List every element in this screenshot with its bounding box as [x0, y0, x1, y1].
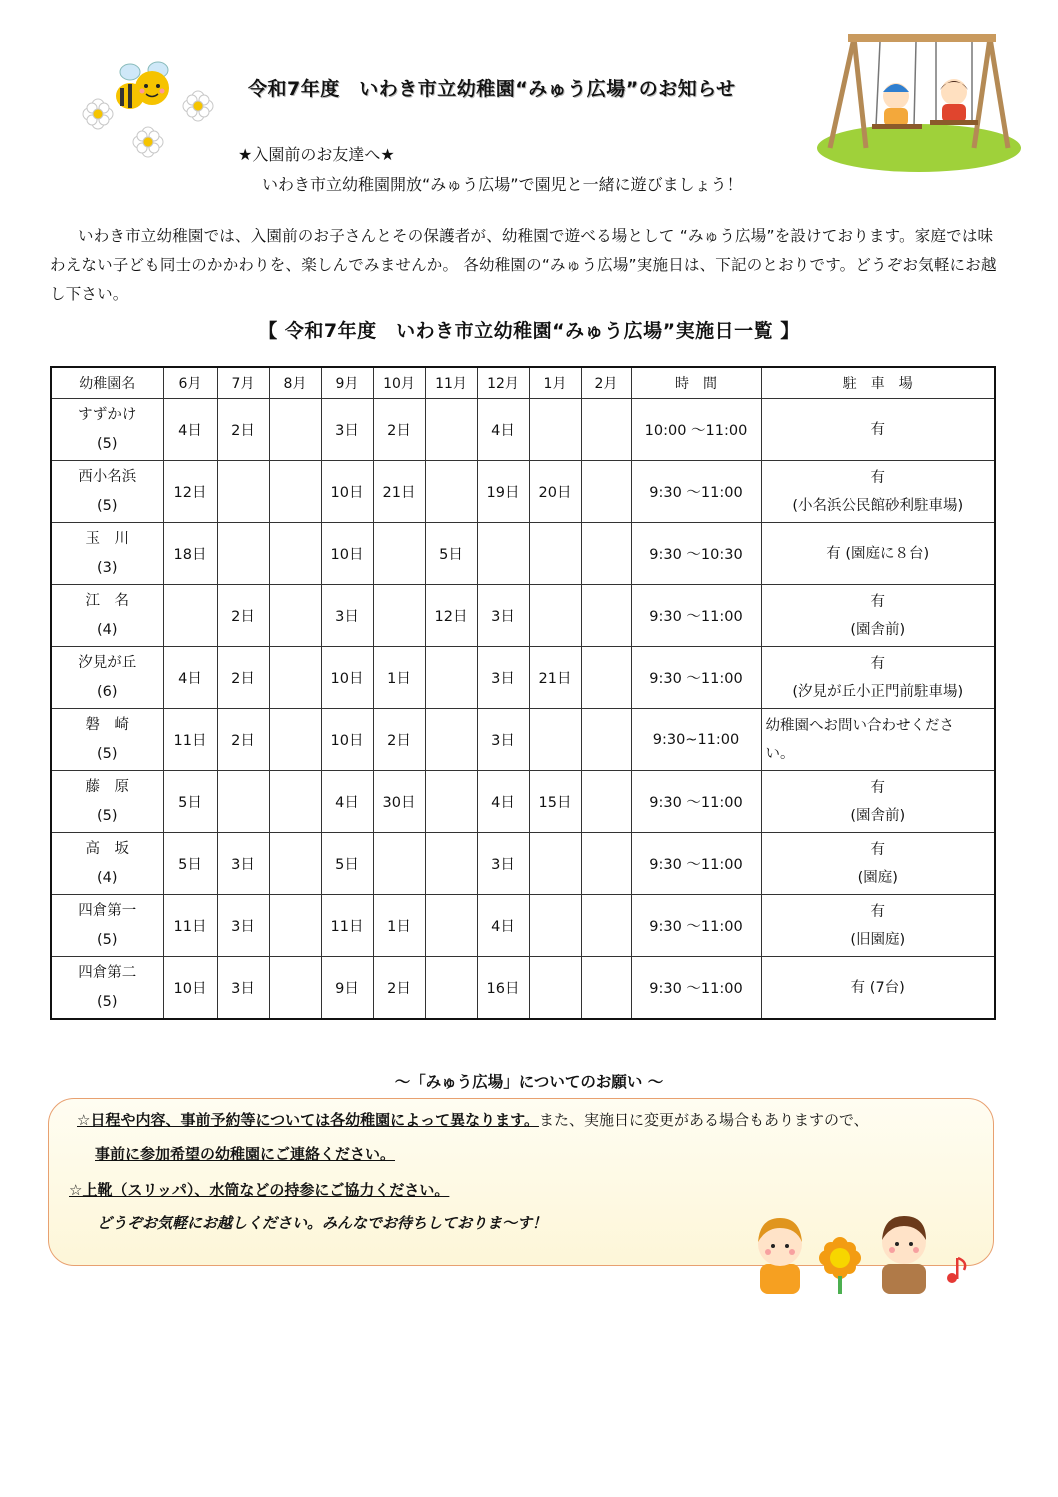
session-count: (5): [96, 435, 118, 452]
parking-cell: [761, 523, 995, 585]
table-row: [51, 647, 995, 709]
day-cell: [269, 833, 321, 895]
day-cell: 4日: [321, 771, 373, 833]
parking-info: 幼稚園へお問い合わせくださ: [765, 717, 954, 734]
day-cell: 11日: [163, 709, 217, 771]
header-cell: 1月: [529, 367, 581, 399]
parking-cell: [761, 771, 995, 833]
day-cell: 15日: [529, 771, 581, 833]
day-cell: 2日: [373, 709, 425, 771]
note-line-4: どうぞお気軽にお越しください。みんなでお待ちしておりま～す！: [97, 1214, 548, 1232]
kindergarten-name: 四倉第二: [78, 964, 137, 981]
day-cell: [581, 461, 631, 523]
parking-detail: (汐見が丘小正門前駐車場): [792, 683, 964, 700]
day-cell: 4日: [477, 771, 529, 833]
day-cell: [581, 957, 631, 1020]
kindergarten-name: 藤 原: [85, 778, 129, 795]
session-count: (4): [96, 621, 118, 638]
day-cell: 10日: [321, 523, 373, 585]
day-cell: [269, 709, 321, 771]
parking-cell: [761, 833, 995, 895]
day-cell: [529, 833, 581, 895]
intro-heading: ★入園前のお友達へ★: [238, 145, 395, 164]
day-cell: [425, 957, 477, 1020]
schedule-table: [50, 366, 996, 1020]
parking-info: 有: [870, 421, 885, 438]
header-cell: 幼稚園名: [51, 367, 163, 399]
kindergarten-name: 西小名浜: [78, 468, 137, 485]
day-cell: 3日: [217, 895, 269, 957]
day-cell: 1日: [373, 895, 425, 957]
day-cell: [477, 523, 529, 585]
intro-paragraph: いわき市立幼稚園では、入園前のお子さんとその保護者が、幼稚園で遊べる場として “みゅう広場”を設けております。家庭では味わえない子ども同士のかかわりを、楽しんでみませんか。 各幼稚園の“みゅう広場”実施日は、下記のとおりです。どうぞお気軽にお越し下さい。: [50, 227, 997, 303]
session-count: (5): [96, 807, 118, 824]
kindergarten-name-cell: [51, 957, 163, 1020]
day-cell: 2日: [373, 399, 425, 461]
day-cell: [269, 461, 321, 523]
kindergarten-name-cell: [51, 771, 163, 833]
day-cell: [217, 461, 269, 523]
session-count: (5): [96, 993, 118, 1010]
day-cell: 2日: [373, 957, 425, 1020]
day-cell: [581, 709, 631, 771]
kindergarten-name-cell: [51, 461, 163, 523]
sunflower-icon: [819, 1237, 861, 1294]
day-cell: 3日: [217, 833, 269, 895]
day-cell: [269, 585, 321, 647]
parking-info: 有: [870, 779, 885, 796]
parking-cell: [761, 461, 995, 523]
parking-info: 有: [870, 593, 885, 610]
kindergarten-name-cell: [51, 647, 163, 709]
day-cell: [529, 585, 581, 647]
day-cell: 11日: [163, 895, 217, 957]
girl-icon: [930, 79, 978, 125]
day-cell: 2日: [217, 585, 269, 647]
day-cell: [373, 585, 425, 647]
day-cell: [529, 523, 581, 585]
day-cell: 21日: [373, 461, 425, 523]
day-cell: [425, 895, 477, 957]
session-count: (3): [96, 559, 118, 576]
time-cell: 9:30 ～11:00: [631, 585, 761, 647]
header-cell: 駐 車 場: [761, 367, 995, 399]
day-cell: 3日: [321, 585, 373, 647]
day-cell: 20日: [529, 461, 581, 523]
day-cell: [425, 771, 477, 833]
parking-cell: [761, 399, 995, 461]
note-line-1: [77, 1109, 869, 1130]
day-cell: [581, 895, 631, 957]
kindergarten-name: すずかけ: [78, 406, 137, 423]
day-cell: 2日: [217, 399, 269, 461]
parking-cell: [761, 647, 995, 709]
time-cell: 9:30~11:00: [631, 709, 761, 771]
page-title: 令和7年度 いわき市立幼稚園“みゅう広場”のお知らせ: [248, 78, 736, 100]
table-row: [51, 771, 995, 833]
children-illustration: [748, 1212, 978, 1294]
table-row: [51, 833, 995, 895]
boy-icon: [882, 1216, 926, 1294]
day-cell: 4日: [477, 895, 529, 957]
session-count: (5): [96, 931, 118, 948]
day-cell: 3日: [477, 647, 529, 709]
kindergarten-name-cell: [51, 523, 163, 585]
day-cell: [529, 709, 581, 771]
day-cell: 3日: [477, 709, 529, 771]
parking-detail: (小名浜公民館砂利駐車場): [792, 497, 964, 514]
day-cell: 11日: [321, 895, 373, 957]
day-cell: 3日: [321, 399, 373, 461]
day-cell: 5日: [425, 523, 477, 585]
parking-info: 有 (7台): [850, 979, 905, 996]
kindergarten-name: 玉 川: [85, 530, 129, 547]
day-cell: 30日: [373, 771, 425, 833]
day-cell: 3日: [217, 957, 269, 1020]
day-cell: 21日: [529, 647, 581, 709]
time-cell: 10:00 ～11:00: [631, 399, 761, 461]
table-row: [51, 957, 995, 1020]
swing-illustration: [814, 30, 1024, 172]
day-cell: 1日: [373, 647, 425, 709]
day-cell: 12日: [163, 461, 217, 523]
day-cell: 19日: [477, 461, 529, 523]
parking-detail: (園庭): [857, 869, 898, 886]
kindergarten-name: 高 坂: [85, 840, 129, 857]
day-cell: 9日: [321, 957, 373, 1020]
day-cell: [425, 709, 477, 771]
notes-title: ～「みゅう広場」についてのお願い ～: [394, 1073, 664, 1091]
session-count: (4): [96, 869, 118, 886]
day-cell: [269, 957, 321, 1020]
time-cell: 9:30 ～11:00: [631, 771, 761, 833]
day-cell: [581, 833, 631, 895]
day-cell: 5日: [163, 833, 217, 895]
table-row: [51, 399, 995, 461]
day-cell: [529, 957, 581, 1020]
day-cell: [217, 523, 269, 585]
parking-info: 有: [870, 841, 885, 858]
session-count: (5): [96, 745, 118, 762]
header-cell: 10月: [373, 367, 425, 399]
time-cell: 9:30 ～10:30: [631, 523, 761, 585]
kindergarten-name: 四倉第一: [78, 902, 137, 919]
kindergarten-name-cell: [51, 399, 163, 461]
day-cell: 10日: [321, 709, 373, 771]
note-line-1-bold: ☆日程や内容、事前予約等については各幼稚園によって異なります。: [77, 1111, 539, 1129]
time-cell: 9:30 ～11:00: [631, 647, 761, 709]
day-cell: [269, 895, 321, 957]
table-title: 【 令和7年度 いわき市立幼稚園“みゅう広場”実施日一覧 】: [258, 320, 800, 342]
parking-detail: (園舎前): [850, 621, 906, 638]
day-cell: 10日: [163, 957, 217, 1020]
day-cell: [425, 647, 477, 709]
kindergarten-name-cell: [51, 895, 163, 957]
bee-flowers-illustration: [70, 56, 220, 164]
day-cell: [269, 771, 321, 833]
parking-detail: (園舎前): [850, 807, 906, 824]
parking-cell: [761, 709, 995, 771]
day-cell: [529, 399, 581, 461]
time-cell: 9:30 ～11:00: [631, 957, 761, 1020]
day-cell: 10日: [321, 461, 373, 523]
day-cell: 18日: [163, 523, 217, 585]
day-cell: 16日: [477, 957, 529, 1020]
day-cell: 2日: [217, 647, 269, 709]
header-cell: 9月: [321, 367, 373, 399]
table-row: [51, 895, 995, 957]
header-cell: 7月: [217, 367, 269, 399]
day-cell: [425, 461, 477, 523]
bee-icon: [116, 62, 169, 109]
day-cell: 5日: [163, 771, 217, 833]
day-cell: 4日: [163, 399, 217, 461]
parking-info: 有: [870, 469, 885, 486]
parking-info: 有: [870, 655, 885, 672]
day-cell: 4日: [163, 647, 217, 709]
parking-info: 有: [870, 903, 885, 920]
day-cell: 10日: [321, 647, 373, 709]
kindergarten-name: 江 名: [85, 592, 129, 609]
parking-cell: [761, 895, 995, 957]
note-line-1-rest: また、実施日に変更がある場合もありますので、: [538, 1111, 869, 1129]
day-cell: 12日: [425, 585, 477, 647]
parking-cell: [761, 585, 995, 647]
time-cell: 9:30 ～11:00: [631, 833, 761, 895]
header-cell: 12月: [477, 367, 529, 399]
parking-detail: い。: [765, 745, 795, 762]
note-line-2: 事前に参加希望の幼稚園にご連絡ください。: [95, 1145, 396, 1163]
kindergarten-name-cell: [51, 585, 163, 647]
day-cell: [373, 833, 425, 895]
header-cell: 2月: [581, 367, 631, 399]
day-cell: [581, 585, 631, 647]
parking-detail: (旧園庭): [850, 931, 906, 948]
girl-icon: [758, 1218, 802, 1294]
day-cell: [581, 399, 631, 461]
day-cell: [269, 523, 321, 585]
day-cell: 2日: [217, 709, 269, 771]
day-cell: [373, 523, 425, 585]
day-cell: [217, 771, 269, 833]
day-cell: 3日: [477, 833, 529, 895]
kindergarten-name-cell: [51, 709, 163, 771]
day-cell: [163, 585, 217, 647]
music-note-icon: [947, 1258, 965, 1283]
day-cell: 3日: [477, 585, 529, 647]
day-cell: [581, 523, 631, 585]
table-row: [51, 461, 995, 523]
note-line-3: ☆上靴（スリッパ）、水筒などの持参にご協力ください。: [69, 1181, 450, 1199]
time-cell: 9:30 ～11:00: [631, 461, 761, 523]
day-cell: 4日: [477, 399, 529, 461]
table-row: [51, 585, 995, 647]
day-cell: [425, 833, 477, 895]
day-cell: 5日: [321, 833, 373, 895]
day-cell: [581, 771, 631, 833]
parking-info: 有 (園庭に８台): [826, 545, 930, 562]
table-row: [51, 709, 995, 771]
header-cell: 8月: [269, 367, 321, 399]
time-cell: 9:30 ～11:00: [631, 895, 761, 957]
day-cell: [425, 399, 477, 461]
day-cell: [581, 647, 631, 709]
kindergarten-name: 汐見が丘: [78, 654, 137, 671]
kindergarten-name: 磐 崎: [85, 716, 129, 733]
session-count: (6): [96, 683, 118, 700]
session-count: (5): [96, 497, 118, 514]
header-cell: 時 間: [631, 367, 761, 399]
day-cell: [269, 647, 321, 709]
header-cell: 11月: [425, 367, 477, 399]
day-cell: [269, 399, 321, 461]
kindergarten-name-cell: [51, 833, 163, 895]
intro-line: いわき市立幼稚園開放“みゅう広場”で園児と一緒に遊びましょう！: [262, 175, 743, 194]
table-header-row: [51, 367, 995, 399]
table-row: [51, 523, 995, 585]
day-cell: [529, 895, 581, 957]
header-cell: 6月: [163, 367, 217, 399]
parking-cell: [761, 957, 995, 1020]
